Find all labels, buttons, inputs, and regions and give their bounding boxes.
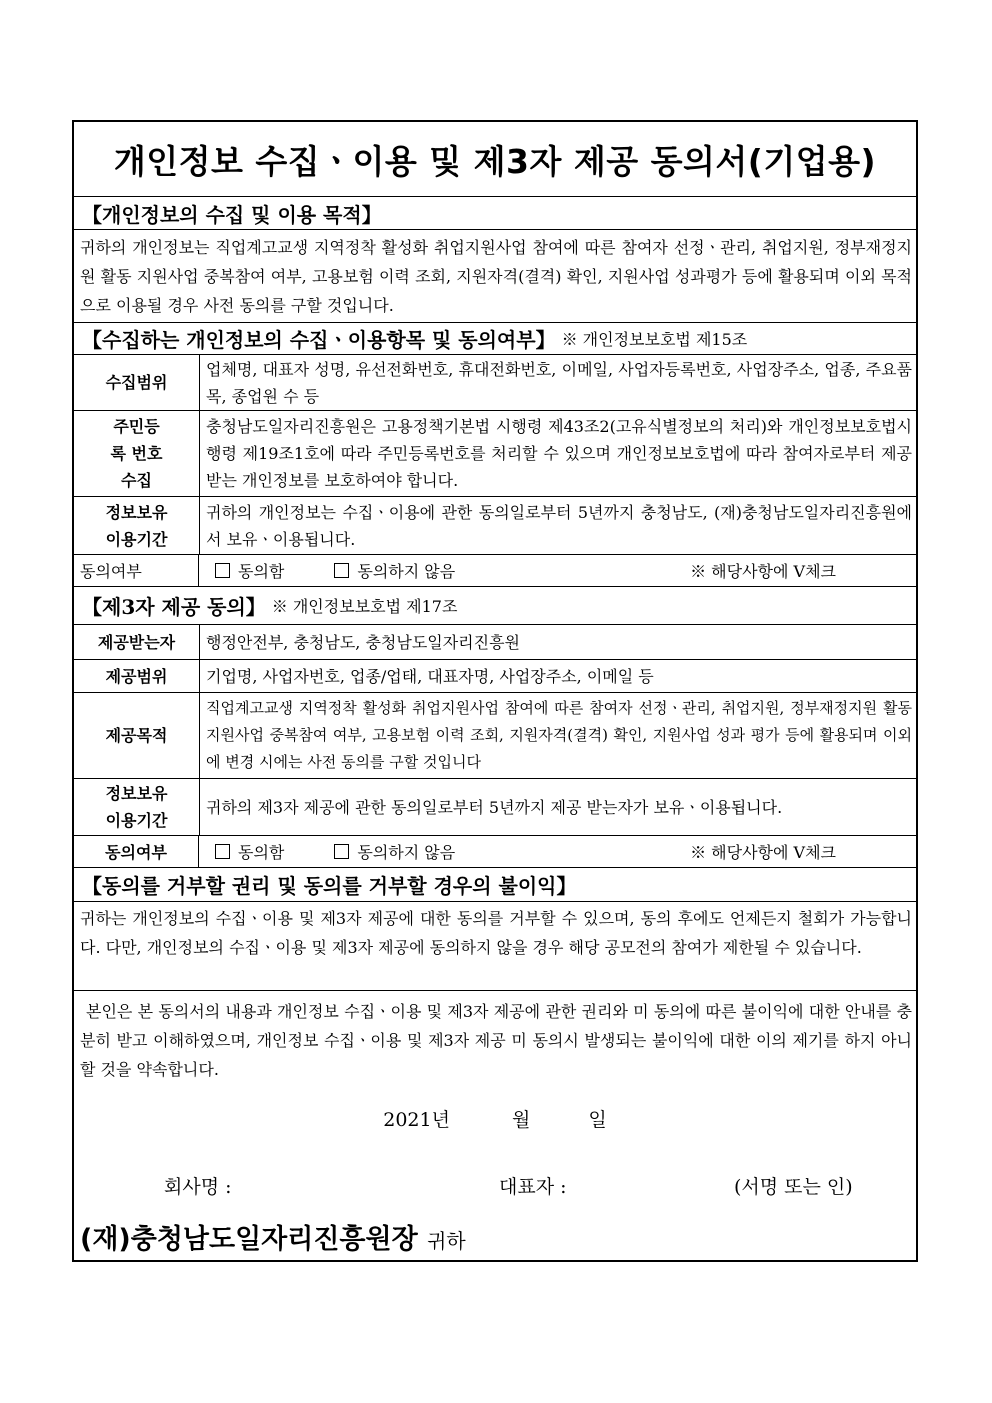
section-collection-heading-text: 【수집하는 개인정보의 수집ㆍ이용항목 및 동의여부】 xyxy=(82,328,556,352)
section-third-party-heading-text: 【제3자 제공 동의】 xyxy=(82,595,266,619)
section-purpose-heading-text: 【개인정보의 수집 및 이용 목적】 xyxy=(82,202,382,227)
section-purpose-body: 귀하의 개인정보는 직업계고교생 지역정착 활성화 취업지원사업 참여에 따른 참여자 선정ㆍ관리, 취업지원, 정부재정지원 활동 지원사업 중복참여 여부, 고용보험 이력 조회, 지원자격(결격) 확인, 지원사업 성과평가 등에 활용되며 이외 목적으로 이용될 경우 사전 동의를 구할 것입니다. xyxy=(74,230,916,323)
signature-or-seal-label: (서명 또는 인) xyxy=(734,1176,853,1198)
check-note: ※ 해당사항에 V체크 xyxy=(690,562,836,581)
representative-field[interactable]: 대표자 : xyxy=(499,1176,567,1198)
addressee-name: (재)충청남도일자리진흥원장 xyxy=(80,1224,418,1255)
disagree-checkbox[interactable] xyxy=(334,844,349,859)
section-third-party-law-note: ※ 개인정보보호법 제17조 xyxy=(271,597,458,616)
row-label-text: 주민등록 번호수집 xyxy=(110,417,163,490)
consent-label: 동의여부 xyxy=(74,555,199,586)
row-value: 기업명, 사업자번호, 업종/업태, 대표자명, 사업장주소, 이메일 등 xyxy=(206,666,654,686)
agree-checkbox[interactable] xyxy=(215,844,230,859)
section-refusal-heading-text: 【동의를 거부할 권리 및 동의를 거부할 경우의 불이익】 xyxy=(82,874,577,898)
section-refusal-heading xyxy=(74,868,916,902)
row-label xyxy=(74,411,200,496)
addressee-suffix: 귀하 xyxy=(427,1229,466,1253)
section-purpose-heading xyxy=(74,197,916,230)
form-title: 개인정보 수집ㆍ이용 및 제3자 제공 동의서(기업용) xyxy=(74,122,916,197)
disagree-option[interactable] xyxy=(334,840,455,863)
row-value: 직업계고교생 지역정착 활성화 취업지원사업 참여에 따른 참여자 선정ㆍ관리, 취업지원, 정부재정지원 활동 지원사업 중복참여 여부, 고용보험 이력 조회, 지원자격(결격) 확인, 지원사업 성과 평가 등에 활용되며 이외에 변경 시에는 사전 동의를 구할 것입니다 xyxy=(206,699,912,771)
agree-label: 동의함 xyxy=(238,843,285,862)
disagree-option[interactable] xyxy=(334,559,455,582)
row-label: 제공범위 xyxy=(74,660,200,692)
table-row xyxy=(74,693,916,779)
row-label: 제공목적 xyxy=(74,693,200,778)
declaration-text: 본인은 본 동의서의 내용과 개인정보 수집ㆍ이용 및 제3자 제공에 관한 권리와 미 동의에 따른 불이익에 대한 안내를 충분히 받고 이해하였으며, 개인정보 수집ㆍ이용 및 제3자 제공 미 동의시 발생되는 불이익에 대한 이의 제기를 하지 아니할 것을 약속합니다. xyxy=(80,1002,912,1079)
check-note: ※ 해당사항에 V체크 xyxy=(690,843,836,862)
row-value: 업체명, 대표자 성명, 유선전화번호, 휴대전화번호, 이메일, 사업자등록번호, 사업장주소, 업종, 주요품목, 종업원 수 등 xyxy=(206,359,912,406)
row-label xyxy=(74,497,200,554)
section-refusal-body: 귀하는 개인정보의 수집ㆍ이용 및 제3자 제공에 대한 동의를 거부할 수 있으며, 동의 후에도 언제든지 철회가 가능합니다. 다만, 개인정보의 수집ㆍ이용 및 제3자 제공에 동의하지 않을 경우 해당 공모전의 참여가 제한될 수 있습니다. xyxy=(74,902,916,991)
table-row xyxy=(74,779,916,836)
row-label-text: 정보보유 이용기간 xyxy=(105,502,168,549)
consent-label: 동의여부 xyxy=(74,836,199,867)
row-value: 귀하의 개인정보는 수집ㆍ이용에 관한 동의일로부터 5년까지 충청남도, (재)충청남도일자리진흥원에서 보유ㆍ이용됩니다. xyxy=(206,502,912,549)
consent-row-third-party xyxy=(74,836,916,868)
company-name-field[interactable]: 회사명 : xyxy=(164,1176,232,1198)
date-day: 일 xyxy=(588,1109,607,1131)
table-row xyxy=(74,411,916,497)
row-value: 충청남도일자리진흥원은 고용정책기본법 시행령 제43조2(고유식별정보의 처리)와 개인정보보호법시행령 제19조1호에 따라 주민등록번호를 처리할 수 있으며 개인정보보호법에 따라 참여자로부터 제공받는 개인정보를 보호하여야 합니다. xyxy=(206,417,912,490)
table-row xyxy=(74,660,916,693)
row-label xyxy=(74,779,200,835)
section-collection-heading xyxy=(74,323,916,355)
consent-form xyxy=(72,120,918,1262)
row-label-text: 정보보유 이용기간 xyxy=(105,784,168,830)
row-value: 행정안전부, 충청남도, 충청남도일자리진흥원 xyxy=(206,632,521,652)
date-year: 2021년 xyxy=(383,1109,450,1131)
signature-date xyxy=(74,1105,916,1132)
agree-label: 동의함 xyxy=(238,562,285,581)
agree-option[interactable] xyxy=(215,559,284,582)
disagree-checkbox[interactable] xyxy=(334,563,349,578)
agree-option[interactable] xyxy=(215,840,284,863)
table-row xyxy=(74,625,916,660)
table-row xyxy=(74,497,916,555)
table-row xyxy=(74,355,916,411)
section-collection-law-note: ※ 개인정보보호법 제15조 xyxy=(561,330,748,349)
addressee xyxy=(80,1217,466,1256)
row-value: 귀하의 제3자 제공에 관한 동의일로부터 5년까지 제공 받는자가 보유ㆍ이용됩니다. xyxy=(206,797,783,817)
consent-row-collection xyxy=(74,555,916,587)
disagree-label: 동의하지 않음 xyxy=(357,562,456,581)
row-label: 수집범위 xyxy=(74,355,200,410)
agree-checkbox[interactable] xyxy=(215,563,230,578)
disagree-label: 동의하지 않음 xyxy=(357,843,456,862)
row-label: 제공받는자 xyxy=(74,625,200,659)
section-third-party-heading xyxy=(74,587,916,625)
date-month: 월 xyxy=(512,1109,531,1131)
